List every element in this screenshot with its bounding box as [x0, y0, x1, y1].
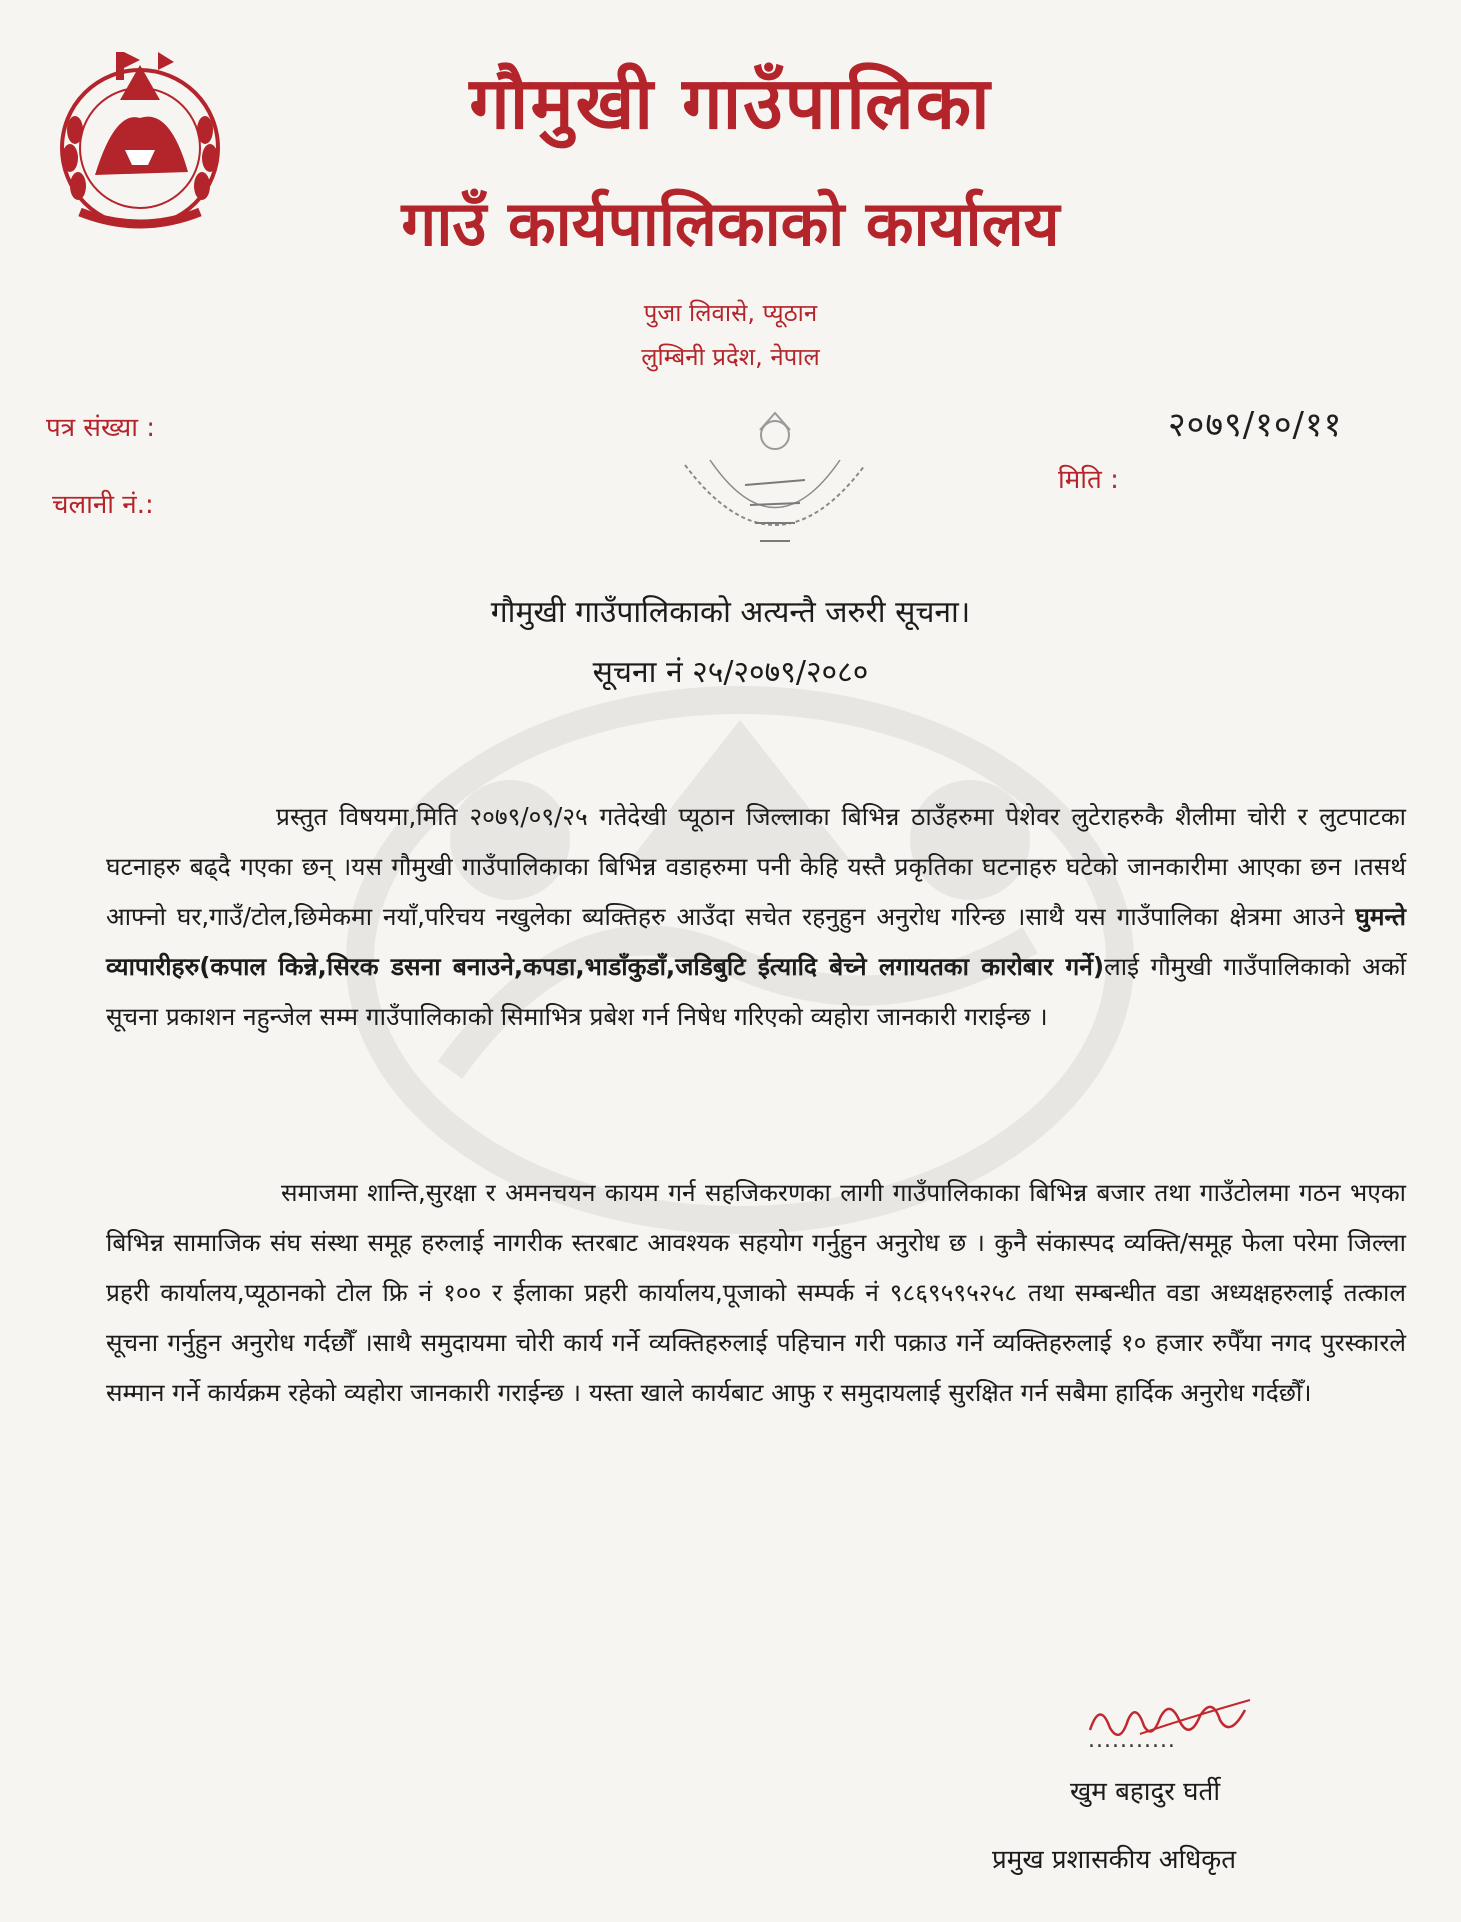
- patra-sankhya-label: पत्र संख्या :: [46, 413, 156, 443]
- signatory-title: प्रमुख प्रशासकीय अधिकृत: [992, 1845, 1237, 1875]
- notice-number: सूचना नं २५/२०७९/२०८०: [592, 655, 869, 690]
- signatory-name: खुम बहादुर घर्ती: [1070, 1777, 1221, 1807]
- address-line-2: लुम्बिनी प्रदेश, नेपाल: [641, 343, 820, 371]
- para1-text-a: प्रस्तुत विषयमा,मिति २०७९/०९/२५ गतेदेखी प्यूठान जिल्लाका बिभिन्न ठाउँहरुमा पेशेवर लुटेराहरुकै शैलीमा चोरी र लुटपाटका घटनाहरु बढ्दै गएका छन् ।यस गौमुखी गाउँपालिकाका बिभिन्न वडाहरुमा पनी केहि यस्तै प्रकृतिका घटनाहरु घटेको जानकारीमा आएका छन ।तसर्थ आफ्नो घर,गाउँ/टोल,छिमेकमा नयाँ,परिचय नखुलेका ब्यक्तिहरु आउँदा सचेत रहनुहुन अनुरोध गरिन्छ ।साथै यस गाउँपालिका क्षेत्रमा आउने: [106, 802, 1406, 931]
- para1-text-b: लाई गौमुखी गाउँपालिकाको अर्को सूचना प्रकाशन नहुन्जेल सम्म गाउँपालिकाको सिमाभित्र प्रबेश गर्न निषेध गरिएको व्यहोरा जानकारी गराईन्छ ।: [106, 952, 1406, 1031]
- body-paragraph-1: [106, 792, 1406, 1042]
- miti-label: मिति :: [1058, 465, 1119, 495]
- office-title: गाउँ कार्यपालिकाको कार्यालय: [401, 187, 1060, 260]
- para1-bold-text: घुमन्ते व्यापारीहरु(कपाल किन्ने,सिरक डसना बनाउने,कपडा,भाडाँकुडाँ,जडिबुटि ईत्यादि बेच्ने लगायतका कारोबार गर्ने): [106, 902, 1406, 981]
- address-line-1: पुजा लिवासे, प्यूठान: [643, 299, 818, 327]
- body-paragraph-2: समाजमा शान्ति,सुरक्षा र अमनचयन कायम गर्न सहजिकरणका लागी गाउँपालिकाका बिभिन्न बजार तथा गाउँटोलमा गठन भएका बिभिन्न सामाजिक संघ संस्था समूह हरुलाई नागरीक स्तरबाट आवश्यक सहयोग गर्नुहुन अनुरोध छ । कुनै संकास्पद व्यक्ति/समूह फेला परेमा जिल्ला प्रहरी कार्यालय,प्यूठानको टोल फ्रि नं १०० र ईलाका प्रहरी कार्यालय,पूजाको सम्पर्क नं ९८६९५९५२५८ तथा सम्बन्धीत वडा अध्यक्षहरुलाई तत्काल सूचना गर्नुहुन अनुरोध गर्दछौँ ।साथै समुदायमा चोरी कार्य गर्ने व्यक्तिहरुलाई पहिचान गरी पक्राउ गर्ने व्यक्तिहरुलाई १० हजार रुपैँया नगद पुरस्कारले सम्मान गर्ने कार्यक्रम रहेको व्यहोरा जानकारी गराईन्छ । यस्ता खाले कार्यबाट आफु र समुदायलाई सुरक्षित गर्न सबैमा हार्दिक अनुरोध गर्दछौँ।: [106, 1178, 1406, 1407]
- notice-title: गौमुखी गाउँपालिकाको अत्यन्तै जरुरी सूचना।: [490, 595, 971, 630]
- chalani-label: चलानी नं.:: [52, 490, 154, 520]
- date-value: २०७९/१०/११: [1168, 405, 1343, 445]
- office-stamp-icon: [665, 405, 885, 595]
- signature-dots: ...........: [1088, 1728, 1176, 1753]
- municipality-title: गौमुखी गाउँपालिका: [469, 61, 992, 145]
